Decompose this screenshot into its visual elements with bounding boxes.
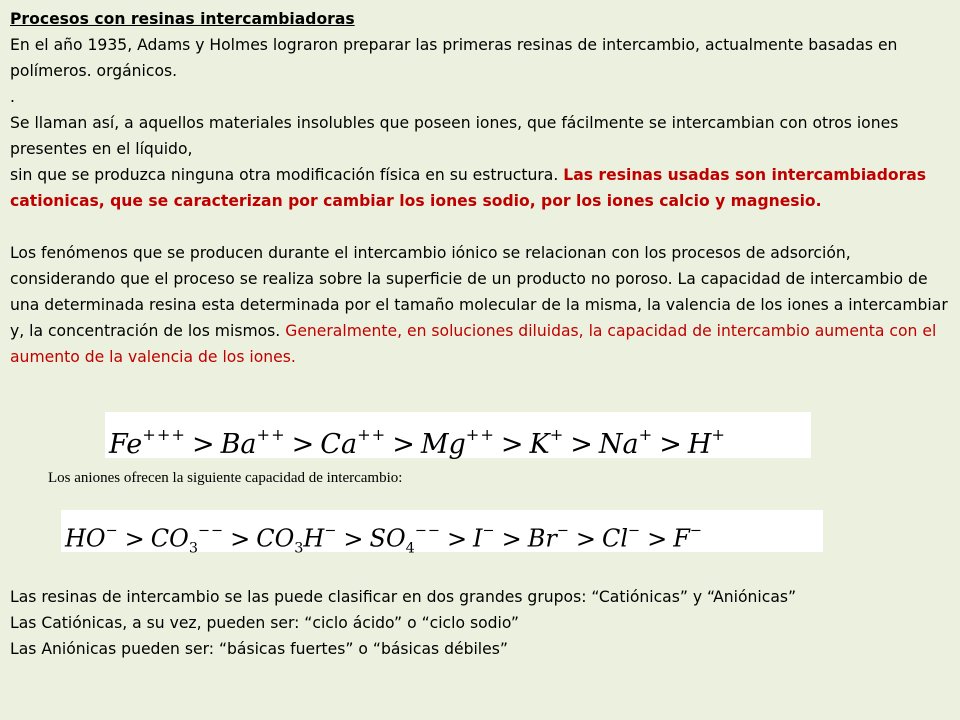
page-title: Procesos con resinas intercambiadoras: [10, 10, 355, 28]
paragraph-history: En el año 1935, Adams y Holmes lograron preparar las primeras resinas de intercambio, actualmente basadas en polímeros. orgánicos.: [10, 36, 898, 80]
paragraph-dot: .: [10, 88, 15, 106]
phenomena-text: Los fenómenos que se producen durante el intercambio iónico se relacionan con los procesos de adsorción, considerando que el proceso se realiza sobre la superficie de un producto no poroso. La capacidad de intercambio de una determinada resina esta determinada por el tamaño molecular de la misma, la valencia de los iones a intercambiar y, la concentración de los mismos.: [10, 244, 948, 340]
greater-than-operator: >: [570, 428, 593, 460]
anions-caption-text: Los aniones ofrecen la siguiente capacidad de intercambio: [48, 470, 399, 486]
ion-charge: +: [549, 425, 565, 444]
greater-than-operator: >: [124, 524, 145, 553]
ion-symbol: Cl: [601, 524, 629, 553]
ion-symbol: SO: [369, 524, 406, 553]
ion-symbol: K: [529, 428, 550, 460]
ion-subscript: 4: [405, 540, 415, 557]
ion-symbol-suffix: H: [303, 524, 325, 553]
greater-than-operator: >: [500, 428, 524, 460]
ion-symbol: Br: [527, 524, 557, 553]
main-text: [10, 6, 954, 370]
ion-charge: −: [105, 523, 119, 539]
ion-symbol: H: [687, 428, 712, 460]
definition-line1: Se llaman así, a aquellos materiales insolubles que poseen iones, que fácilmente se intercambian con otros iones presentes en el líquido,: [10, 114, 899, 158]
ion-symbol: F: [673, 524, 690, 553]
phenomena-highlight: Generalmente, en soluciones diluidas, la capacidad de intercambio aumenta con el aumento de la valencia de los iones.: [10, 322, 937, 366]
anions-caption: [48, 470, 402, 487]
ion-charge: −: [324, 523, 338, 539]
classification-line1: Las resinas de intercambio se las puede clasificar en dos grandes grupos: “Catiónicas” y “Aniónicas”: [10, 588, 797, 606]
definition-highlight: Las resinas usadas son intercambiadoras cationicas, que se caracterizan por cambiar los iones sodio, por los iones calcio y magnesio.: [10, 166, 927, 210]
ion-symbol: Fe: [109, 428, 143, 460]
anion-series-formula: [61, 510, 823, 557]
greater-than-operator: >: [575, 524, 596, 553]
ion-charge: +++: [142, 425, 186, 444]
ion-subscript: 3: [294, 540, 304, 557]
greater-than-operator: >: [291, 428, 315, 460]
cation-series-formula: [105, 412, 811, 458]
spacer: [10, 214, 954, 240]
greater-than-operator: >: [446, 524, 468, 553]
ion-symbol: HO: [65, 524, 106, 553]
ion-charge: −: [628, 523, 642, 539]
ion-symbol: Ba: [220, 428, 257, 460]
greater-than-operator: >: [392, 428, 415, 460]
greater-than-operator: >: [659, 428, 682, 460]
classification-line3: Las Aniónicas pueden ser: “básicas fuertes” o “básicas débiles”: [10, 640, 508, 658]
ion-symbol: CO: [256, 524, 295, 553]
greater-than-operator: >: [230, 524, 251, 553]
classification-line2: Las Catiónicas, a su vez, pueden ser: “ciclo ácido” o “ciclo sodio”: [10, 614, 519, 632]
ion-symbol: Ca: [320, 428, 358, 460]
anions-caption-colon: :: [398, 470, 403, 486]
ion-charge: +: [711, 425, 726, 444]
ion-symbol: Mg: [420, 428, 466, 460]
definition-line2: sin que se produzca ninguna otra modificación física en su estructura.: [10, 166, 564, 184]
classification-text: [10, 584, 954, 662]
ion-symbol: I: [473, 524, 483, 553]
ion-charge: −: [689, 523, 703, 539]
ion-charge: −−: [197, 523, 225, 539]
ion-charge: −: [556, 523, 570, 539]
ion-charge: ++: [357, 425, 387, 444]
greater-than-operator: >: [191, 428, 215, 460]
paragraph-definition: [10, 110, 954, 214]
greater-than-operator: >: [501, 524, 522, 553]
ion-symbol: CO: [150, 524, 189, 553]
ion-charge: −: [482, 523, 496, 539]
ion-charge: ++: [256, 425, 286, 444]
ion-charge: −−: [414, 523, 441, 539]
ion-subscript: 3: [188, 540, 198, 557]
greater-than-operator: >: [647, 524, 668, 553]
paragraph-phenomena: [10, 240, 954, 370]
ion-charge: ++: [465, 425, 495, 444]
greater-than-operator: >: [343, 524, 364, 553]
ion-charge: +: [638, 425, 654, 444]
ion-symbol: Na: [598, 428, 639, 460]
